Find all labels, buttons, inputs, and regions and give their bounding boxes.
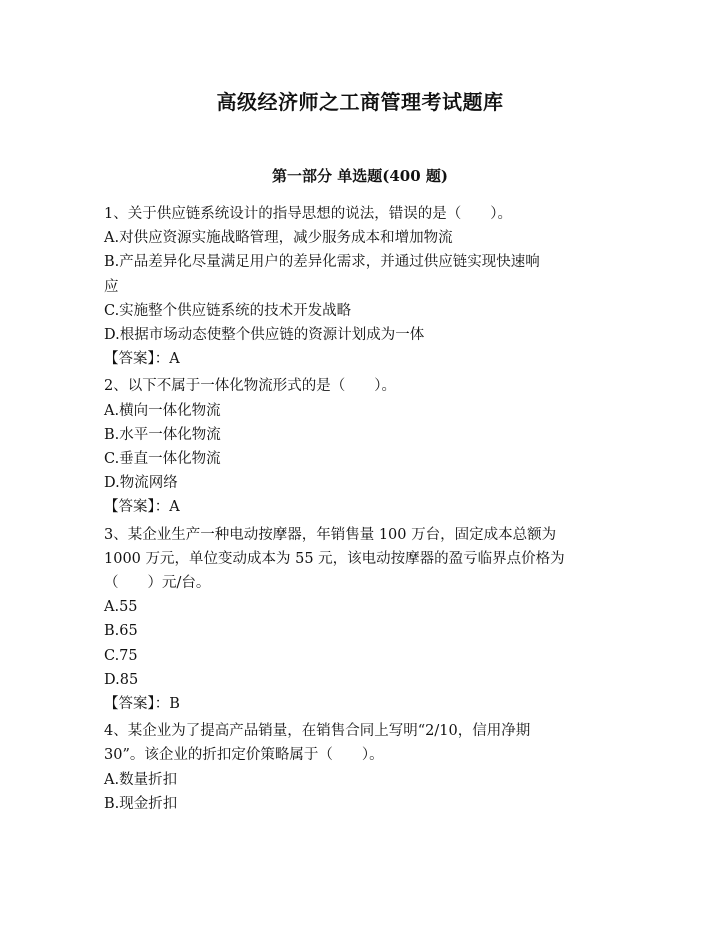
option-c: C.75: [104, 647, 138, 664]
option-b-continued: 应: [104, 278, 119, 295]
option-a: A.55: [104, 599, 138, 616]
option-d: D.根据市场动态使整个供应链的资源计划成为一体: [104, 327, 425, 344]
answer: 【答案】：B: [104, 696, 180, 713]
option-c: C.实施整个供应链系统的技术开发战略: [104, 302, 352, 319]
option-a: A.横向一体化物流: [104, 402, 221, 419]
option-b: B.水平一体化物流: [104, 426, 221, 443]
question-stem: 1、关于供应链系统设计的指导思想的说法，错误的是（ ）。: [104, 206, 512, 222]
question-1: [104, 202, 616, 371]
option-b: B.现金折扣: [104, 795, 178, 812]
answer: 【答案】：A: [104, 499, 180, 516]
question-4: [104, 719, 616, 816]
question-stem: 2、以下不属于一体化物流形式的是（ ）。: [104, 378, 396, 395]
section-heading: 第一部分 单选题(400 题): [272, 167, 448, 185]
option-a: A.对供应资源实施战略管理，减少服务成本和增加物流: [104, 230, 453, 247]
question-3: [104, 523, 616, 717]
question-2: [104, 374, 616, 519]
question-stem-line-2: 30”。该企业的折扣定价策略属于（ ）。: [104, 747, 384, 764]
document-title: 高级经济师之工商管理考试题库: [216, 90, 504, 114]
option-d: D.物流网络: [104, 475, 178, 492]
option-a: A.数量折扣: [104, 771, 178, 788]
question-list: [104, 202, 616, 816]
option-c: C.垂直一体化物流: [104, 451, 221, 468]
option-b: B.产品差异化尽量满足用户的差异化需求，并通过供应链实现快速响: [104, 254, 540, 271]
option-d: D.85: [104, 671, 139, 688]
question-stem-line-2: 1000 万元，单位变动成本为 55 元，该电动按摩器的盈亏临界点价格为: [104, 550, 565, 567]
answer: 【答案】：A: [104, 351, 180, 368]
option-b: B.65: [104, 623, 138, 640]
question-stem-line-1: 3、某企业生产一种电动按摩器，年销售量 100 万台，固定成本总额为: [104, 526, 557, 543]
question-stem-line-1: 4、某企业为了提高产品销量，在销售合同上写明“2/10，信用净期: [104, 723, 531, 740]
question-stem-line-3: （ ）元/台。: [104, 575, 211, 592]
